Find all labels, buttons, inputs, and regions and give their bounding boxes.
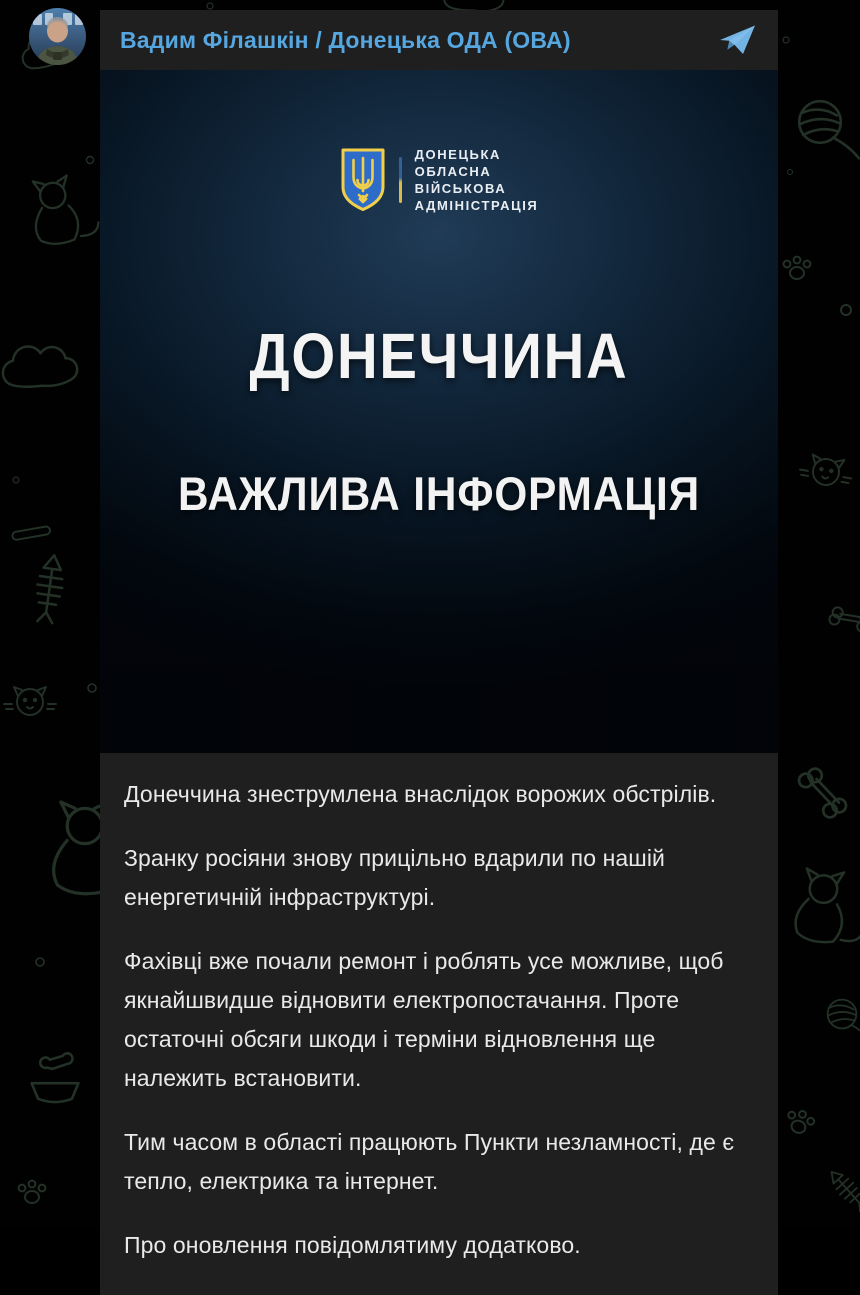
caption-paragraph: Тим часом в області працюють Пункти незламності, де є тепло, електрика та інтернет. xyxy=(124,1129,735,1194)
telegram-paper-plane-icon[interactable] xyxy=(716,22,758,58)
post-header xyxy=(100,10,778,70)
logo-line: ОБЛАСНА xyxy=(414,164,492,179)
flag-divider xyxy=(399,157,402,203)
message-caption xyxy=(100,753,778,1295)
logo-line: ВІЙСЬКОВА xyxy=(414,181,507,196)
channel-name[interactable]: Вадим Філашкін / Донецька ОДА (ОВА) xyxy=(120,26,571,53)
channel-profile-photo-icon xyxy=(29,8,86,65)
poster-subtitle: ВАЖЛИВА ІНФОРМАЦІЯ xyxy=(177,467,701,520)
ukraine-trident-shield-icon xyxy=(340,147,386,213)
logo-line: АДМІНІСТРАЦІЯ xyxy=(414,198,539,213)
caption-paragraph: Про оновлення повідомлятиму додатково. xyxy=(124,1232,581,1258)
caption-paragraph: Зранку росіяни знову прицільно вдарили по нашій енергетичній інфраструктурі. xyxy=(124,845,665,910)
poster-image[interactable] xyxy=(100,70,778,753)
poster-title: ДОНЕЧЧИНА xyxy=(249,320,629,392)
logo-line: ДОНЕЦЬКА xyxy=(414,147,502,162)
ova-logo xyxy=(100,146,778,214)
ova-logo-text xyxy=(415,146,539,214)
channel-post-bubble xyxy=(100,10,778,1295)
caption-paragraph: Донеччина знеструмлена внаслідок ворожих обстрілів. xyxy=(124,781,717,807)
channel-avatar[interactable] xyxy=(29,8,86,65)
caption-paragraph: Фахівці вже почали ремонт і роблять усе можливе, щоб якнайшвидше відновити електропостачання. Проте остаточні обсяги шкоди і терміни відновлення ще належить встановити. xyxy=(124,948,724,1091)
